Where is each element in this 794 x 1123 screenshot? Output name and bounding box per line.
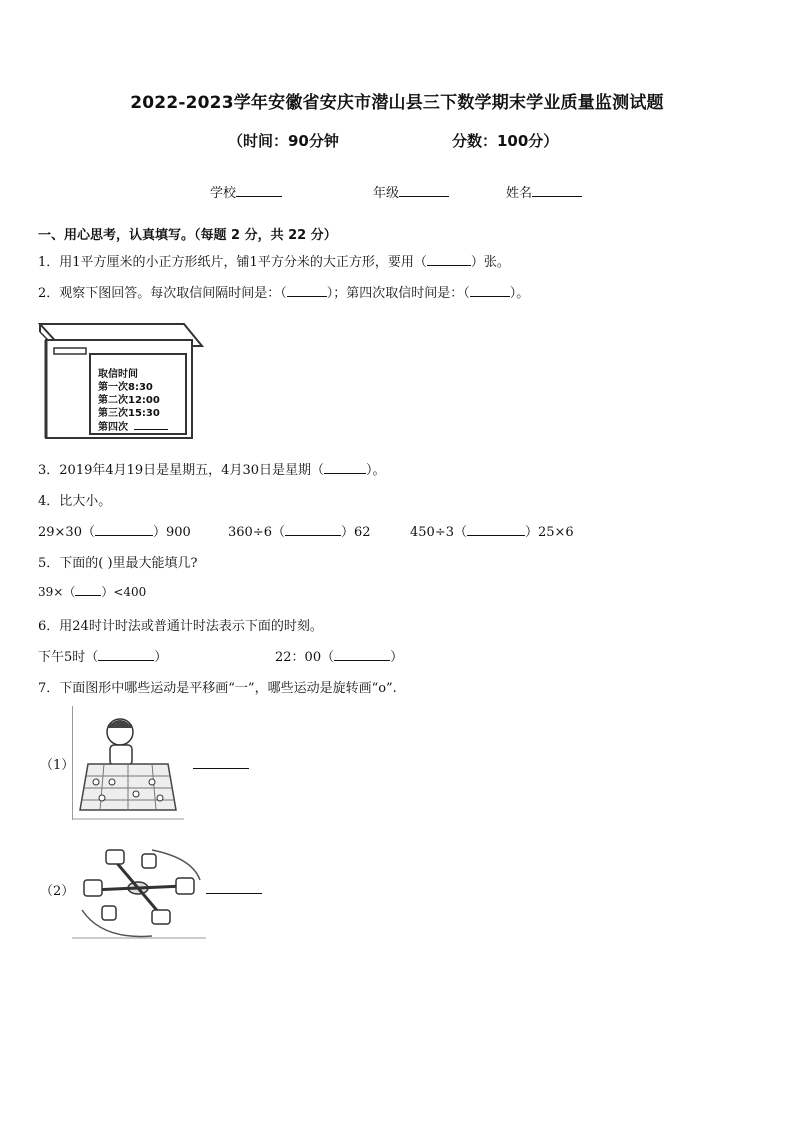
q4-blank-2[interactable]: [285, 523, 341, 536]
name-field[interactable]: [506, 182, 582, 201]
q4-blank-3[interactable]: [467, 523, 525, 536]
q3-text: 3．2019年4月19日是星期五，4月30日是星期（: [38, 463, 324, 478]
q2-blank-interval[interactable]: [287, 284, 327, 297]
mailbox-schedule: [98, 368, 168, 434]
school-label: 学校: [210, 186, 237, 201]
schedule-blank: [134, 420, 168, 430]
q4-item: 450÷3（ ）25×6: [410, 525, 574, 540]
q7-answer-line-1[interactable]: [193, 768, 249, 769]
q3-blank[interactable]: [324, 461, 366, 474]
q4-item: 360÷6（ ）62: [228, 525, 371, 540]
schedule-row: 第三次15:30: [98, 408, 160, 419]
question-2: [38, 282, 529, 301]
name-blank[interactable]: [532, 184, 582, 197]
q2-text-mid: ）；第四次取信时间是：（: [326, 286, 470, 301]
school-field[interactable]: [210, 182, 282, 201]
q5-blank[interactable]: [75, 583, 101, 596]
q6-item: 22：00（ ）: [275, 650, 404, 665]
q6-item: 下午5时（ ）: [38, 650, 168, 665]
q1-text: 1．用1平方厘米的小正方形纸片，铺1平方分米的大正方形，要用（: [38, 255, 427, 270]
q5-expression: 39×（ ）<400: [38, 585, 147, 599]
page-title: 2022-2023学年安徽省安庆市潜山县三下数学期末学业质量监测试题: [130, 93, 664, 113]
mailbox-figure: [36, 318, 206, 442]
q2-text-end: ）。: [509, 286, 530, 301]
question-3: [38, 459, 386, 478]
q1-blank[interactable]: [427, 253, 471, 266]
q2-blank-fourth[interactable]: [470, 284, 510, 297]
name-label: 姓名: [506, 186, 533, 201]
schedule-row: 第二次12:00: [98, 395, 160, 406]
rotating-ride-image: [72, 840, 208, 940]
schedule-heading: 取信时间: [98, 369, 138, 380]
q7-item-number: （2）: [40, 884, 75, 899]
q4-item: 29×30（ ）900: [38, 525, 191, 540]
question-4-label: 4．比大小。: [38, 494, 112, 509]
section-heading: 一、用心思考，认真填写。（每题 2 分，共 22 分）: [38, 228, 337, 243]
q7-item-number: （1）: [40, 758, 75, 773]
q4-blank-1[interactable]: [95, 523, 153, 536]
question-5-label: 5．下面的( )里最大能填几?: [38, 556, 198, 571]
schedule-row: 第四次: [98, 420, 168, 434]
grade-blank[interactable]: [399, 184, 449, 197]
q1-text-end: ）张。: [470, 255, 510, 270]
q3-text-end: ）。: [365, 463, 386, 478]
grade-field[interactable]: [373, 182, 449, 201]
exam-time: （时间：90分钟: [228, 132, 339, 150]
question-6-label: 6．用24时计时法或普通计时法表示下面的时刻。: [38, 619, 323, 634]
q7-answer-line-2[interactable]: [206, 893, 262, 894]
schedule-row: 第一次8:30: [98, 382, 153, 393]
school-blank[interactable]: [236, 184, 282, 197]
grade-label: 年级: [373, 186, 400, 201]
q6-blank-1[interactable]: [98, 648, 154, 661]
question-1: [38, 251, 510, 270]
q6-blank-2[interactable]: [334, 648, 390, 661]
question-7-label: 7．下面图形中哪些运动是平移画“一”，哪些运动是旋转画“o”.: [38, 681, 397, 696]
boy-chess-image: [72, 706, 184, 820]
exam-score: 分数：100分）: [452, 132, 559, 150]
q2-text: 2．观察下图回答。每次取信间隔时间是：（: [38, 286, 287, 301]
